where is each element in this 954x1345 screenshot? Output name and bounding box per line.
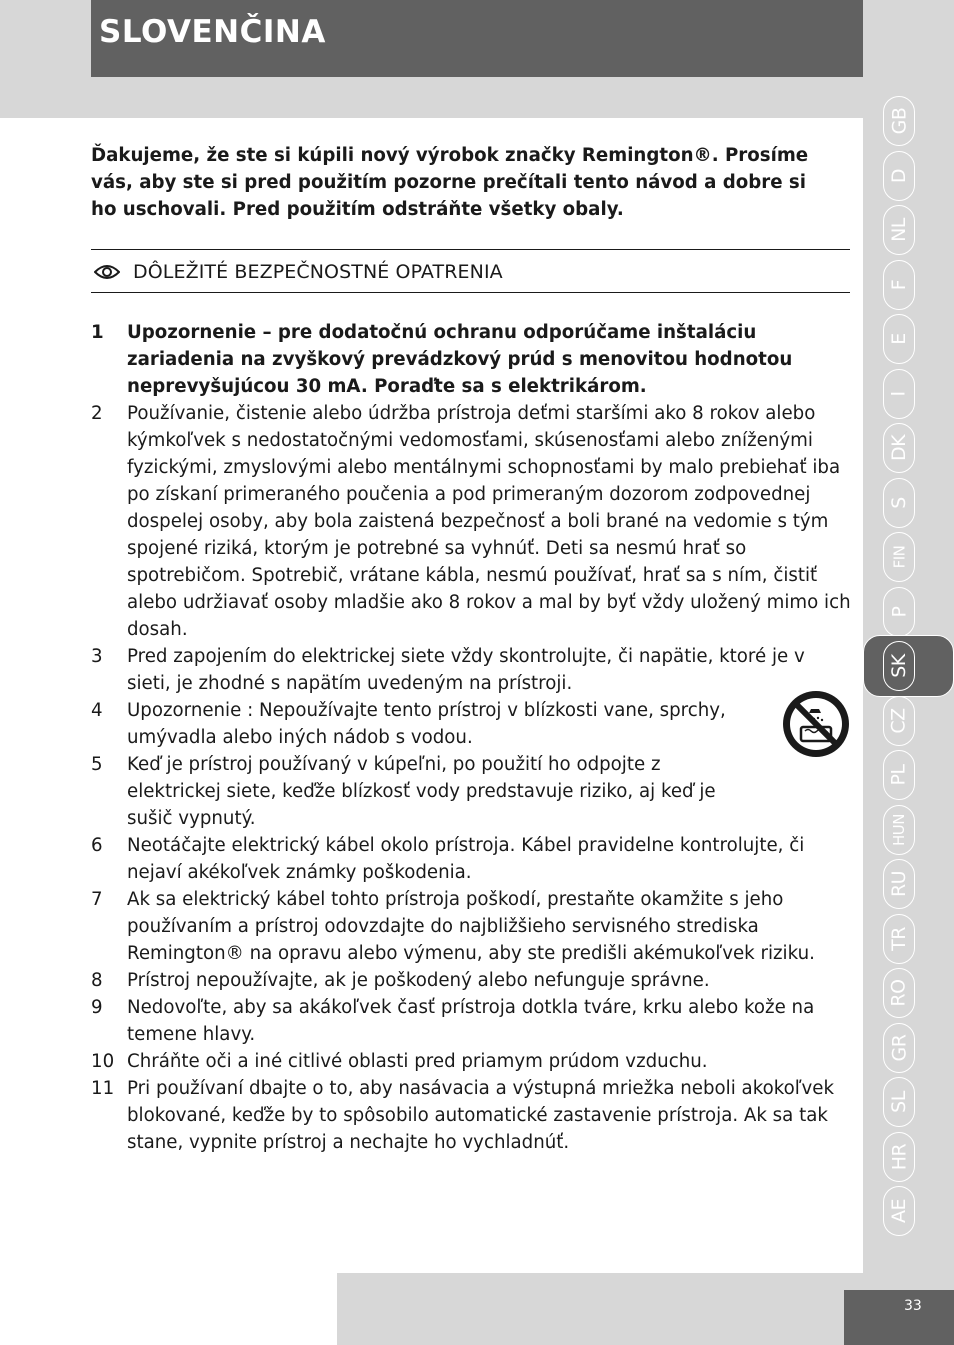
page-title: SLOVENČINA — [99, 14, 326, 50]
language-tab-hun[interactable] — [883, 805, 915, 855]
no-water-icon — [781, 689, 851, 759]
language-tab-ru[interactable] — [883, 859, 915, 909]
language-tab-e[interactable] — [883, 314, 915, 364]
language-tab-tr[interactable] — [883, 914, 915, 964]
list-item: 1 Upozornenie – pre dodatočnú ochranu odporúčame inštaláciu zariadenia na zvyškový prevádzkový prúd s menovitou hodnotou neprevyšujúcou 30 mA. Poraďte sa s elektrikárom. — [91, 322, 793, 397]
bottom-margin — [0, 1273, 337, 1345]
language-tab-label: SK — [888, 654, 910, 678]
language-tab-gb[interactable] — [883, 96, 915, 146]
list-item: 8 Prístroj nepoužívajte, ak je poškodený alebo nefunguje správne. — [91, 970, 710, 991]
list-item: 9 Nedovoľte, aby sa akákoľvek časť prístroja dotkla tváre, krku alebo kože na temene hlavy. — [91, 997, 815, 1045]
language-tab-label: HR — [888, 1143, 910, 1170]
list-item: 4 Upozornenie : Nepoužívajte tento prístroj v blízkosti vane, sprchy, umývadla alebo iných nádob s vodou. — [91, 700, 726, 748]
section-heading — [91, 249, 850, 293]
list-item: 6 Neotáčajte elektrický kábel okolo prístroja. Kábel pravidelne kontrolujte, či nejaví akékoľvek známky poškodenia. — [91, 835, 805, 883]
language-tab-pl[interactable] — [883, 750, 915, 800]
language-tab-ae[interactable] — [883, 1186, 915, 1236]
language-tab-label: HUN — [890, 813, 909, 846]
language-tab-label: S — [888, 496, 910, 509]
list-item: 11 Pri používaní dbajte o to, aby nasávacia a výstupná mriežka neboli akokoľvek blokované, keďže by to spôsobilo automatické zastavenie prístroja. Ak sa tak stane, vypnite prístroj a nechajte ho vychladnúť. — [91, 1078, 835, 1153]
language-tab-label: D — [887, 168, 910, 183]
language-tab-label: I — [887, 390, 910, 397]
language-tab-label: SL — [888, 1091, 910, 1113]
language-tab-sl[interactable] — [883, 1077, 915, 1127]
eye-icon — [94, 264, 120, 280]
language-tab-s[interactable] — [883, 478, 915, 528]
language-tab-p[interactable] — [883, 587, 915, 637]
language-tab-cz[interactable] — [883, 696, 915, 746]
language-tab-label: CZ — [887, 707, 910, 734]
page-number: 33 — [904, 1298, 922, 1314]
language-tab-ro[interactable] — [883, 968, 915, 1018]
language-tab-hr[interactable] — [883, 1132, 915, 1182]
language-tab-sk[interactable] — [883, 641, 915, 691]
safety-list — [91, 319, 851, 1156]
language-tab-label: FIN — [890, 545, 908, 569]
list-item: 7 Ak sa elektrický kábel tohto prístroja poškodí, prestaňte okamžite s jeho používaním a prístroj odovzdajte do najbližšieho servisného strediska Remington® na opravu alebo výmenu, aby ste predišli akémukoľvek riziku. — [91, 889, 815, 964]
language-sidebar — [863, 92, 954, 1242]
language-tab-f[interactable] — [883, 260, 915, 310]
language-tab-label: DK — [888, 434, 910, 462]
language-tab-i[interactable] — [883, 369, 915, 419]
list-item: 5 Keď je prístroj používaný v kúpeľni, po použití ho odpojte z elektrickej siete, keďže blízkosť vody predstavuje riziko, aj keď je sušič vypnutý. — [91, 754, 716, 829]
header-bar — [91, 0, 863, 77]
page-number-box — [844, 1290, 954, 1345]
language-tab-label: TR — [888, 926, 910, 951]
list-item: 10 Chráňte oči a iné citlivé oblasti pred priamym prúdom vzduchu. — [91, 1051, 708, 1072]
intro-paragraph: Ďakujeme, že ste si kúpili nový výrobok značky Remington®. Prosíme vás, aby ste si pred použitím pozorne prečítali tento návod a dobre si ho uschovali. Pred použitím odstráňte všetky obaly. — [91, 145, 809, 220]
language-tab-d[interactable] — [883, 151, 915, 201]
section-title: DÔLEŽITÉ BEZPEČNOSTNÉ OPATRENIA — [133, 261, 503, 283]
language-tab-label: RU — [887, 870, 910, 898]
language-tab-label: NL — [888, 218, 910, 242]
language-tab-label: E — [887, 333, 910, 345]
list-item: 3 Pred zapojením do elektrickej siete vždy skontrolujte, či napätie, ktoré je v sieti, je zhodné s napätím uvedeným na prístroji. — [91, 646, 805, 694]
language-tab-dk[interactable] — [883, 423, 915, 473]
list-item: 2 Používanie, čistenie alebo údržba prístroja deťmi staršími ako 8 rokov alebo kýmkoľvek s nedostatočnými vedomosťami, skúsenosťami alebo zníženými fyzickými, zmyslovými alebo mentálnymi schopnosťami by malo prebiehať iba po získaní primeraného poučenia a pod primeraným dozorom zodpovednej dospelej osoby, aby bola zaistená bezpečnosť a boli brané na vedomie s tým spojené riziká, ktorým je potrebné sa vyhnúť. Deti sa nesmú hrať so spotrebičom. Spotrebič, vrátane kábla, nesmú používať, hrať sa s ním, čistiť alebo udržiavať osoby mladšie ako 8 rokov a mal by byť vždy uložený mimo ich dosah. — [91, 403, 851, 640]
language-tab-label: GB — [887, 107, 910, 135]
language-tab-label: F — [888, 279, 910, 290]
language-tab-nl[interactable] — [883, 205, 915, 255]
language-tab-gr[interactable] — [883, 1023, 915, 1073]
language-tab-fin[interactable] — [883, 532, 915, 582]
language-tab-label: RO — [887, 979, 910, 1007]
language-tab-label: PL — [887, 764, 910, 786]
language-tab-label: GR — [888, 1034, 910, 1061]
language-tab-label: AE — [887, 1198, 910, 1224]
language-tab-label: P — [888, 606, 910, 617]
